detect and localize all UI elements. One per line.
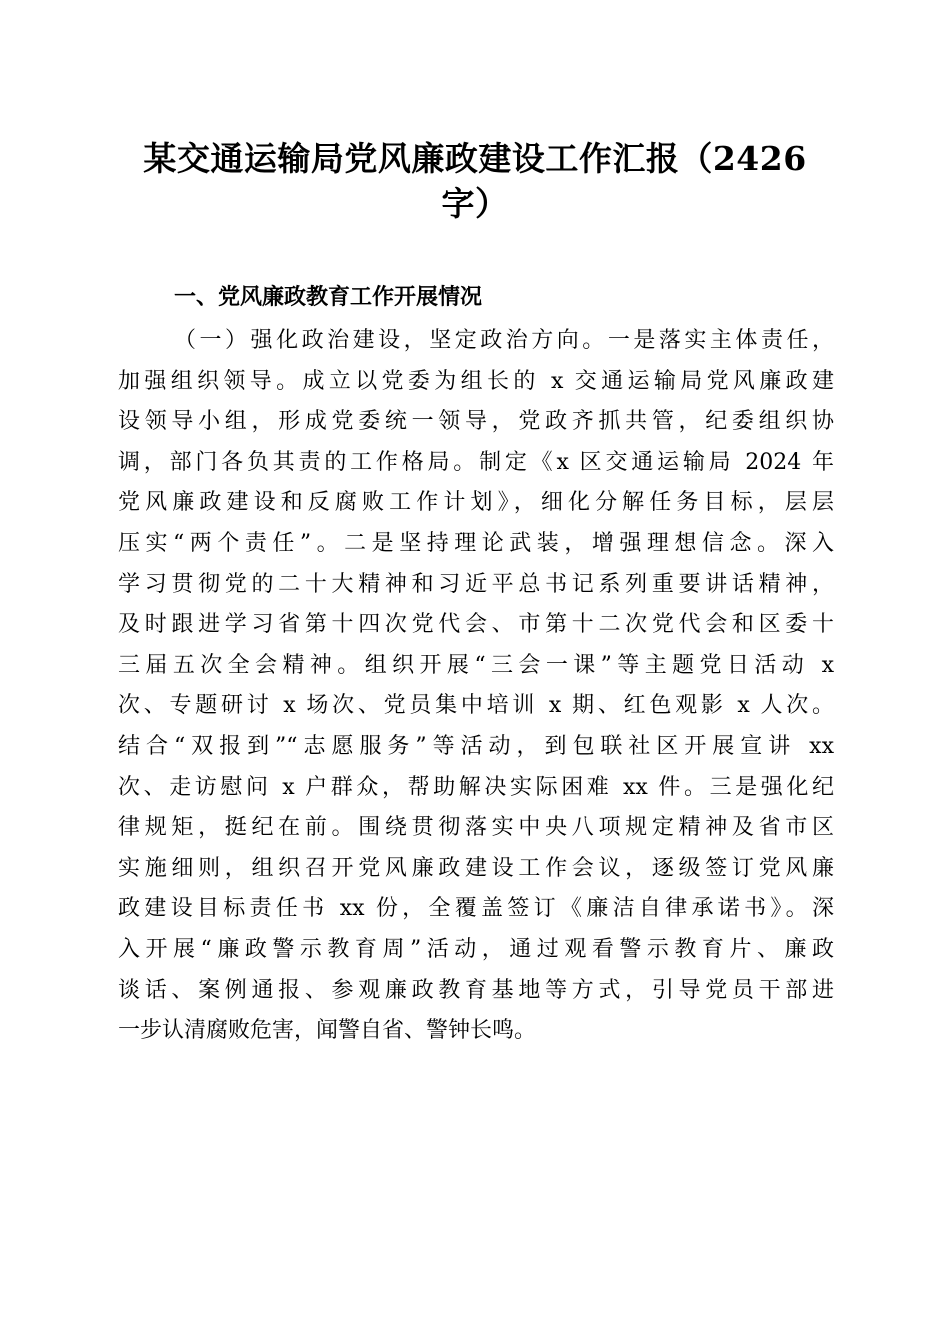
title-line-2: 字） bbox=[441, 184, 509, 223]
paragraph-line: 一步认清腐败危害，闻警自省、警钟长鸣。 bbox=[118, 1018, 537, 1044]
paragraph-line: 政建设目标责任书 xx 份，全覆盖签订《廉洁自律承诺书》。深 bbox=[118, 896, 834, 922]
paragraph-line: 次、专题研讨 x 场次、党员集中培训 x 期、红色观影 x 人次。 bbox=[118, 693, 834, 719]
paragraph-line: 加强组织领导。成立以党委为组长的 x 交通运输局党风廉政建 bbox=[118, 368, 834, 394]
paragraph-line: 谈话、案例通报、参观廉政教育基地等方式，引导党员干部进 bbox=[118, 977, 834, 1003]
paragraph-line: 压实“两个责任”。二是坚持理论武装，增强理想信念。深入 bbox=[118, 530, 834, 556]
paragraph-line: 学习贯彻党的二十大精神和习近平总书记系列重要讲话精神， bbox=[118, 571, 834, 597]
paragraph-line: 党风廉政建设和反腐败工作计划》，细化分解任务目标，层层 bbox=[118, 490, 834, 516]
document-title bbox=[115, 136, 835, 226]
paragraph-line: 入开展“廉政警示教育周”活动，通过观看警示教育片、廉政 bbox=[118, 936, 834, 962]
section-heading: 一、党风廉政教育工作开展情况 bbox=[174, 285, 483, 310]
paragraph-line: 设领导小组，形成党委统一领导，党政齐抓共管，纪委组织协 bbox=[118, 409, 834, 435]
paragraph-line: 结合“双报到”“志愿服务”等活动，到包联社区开展宣讲 xx bbox=[118, 733, 834, 759]
paragraph-line: 调，部门各负其责的工作格局。制定《x 区交通运输局 2024 年 bbox=[118, 449, 834, 475]
paragraph-line: 次、走访慰问 x 户群众，帮助解决实际困难 xx 件。三是强化纪 bbox=[118, 774, 834, 800]
paragraph-line: （一）强化政治建设，坚定政治方向。一是落实主体责任， bbox=[174, 328, 834, 353]
paragraph-1 bbox=[118, 321, 834, 1052]
title-line-1: 某交通运输局党风廉政建设工作汇报（2426 bbox=[143, 139, 807, 178]
paragraph-line: 三届五次全会精神。组织开展“三会一课”等主题党日活动 x bbox=[118, 652, 834, 678]
paragraph-line: 及时跟进学习省第十四次党代会、市第十二次党代会和区委十 bbox=[118, 612, 834, 638]
paragraph-line: 实施细则，组织召开党风廉政建设工作会议，逐级签订党风廉 bbox=[118, 855, 834, 881]
paragraph-line: 律规矩，挺纪在前。围绕贯彻落实中央八项规定精神及省市区 bbox=[118, 815, 834, 841]
